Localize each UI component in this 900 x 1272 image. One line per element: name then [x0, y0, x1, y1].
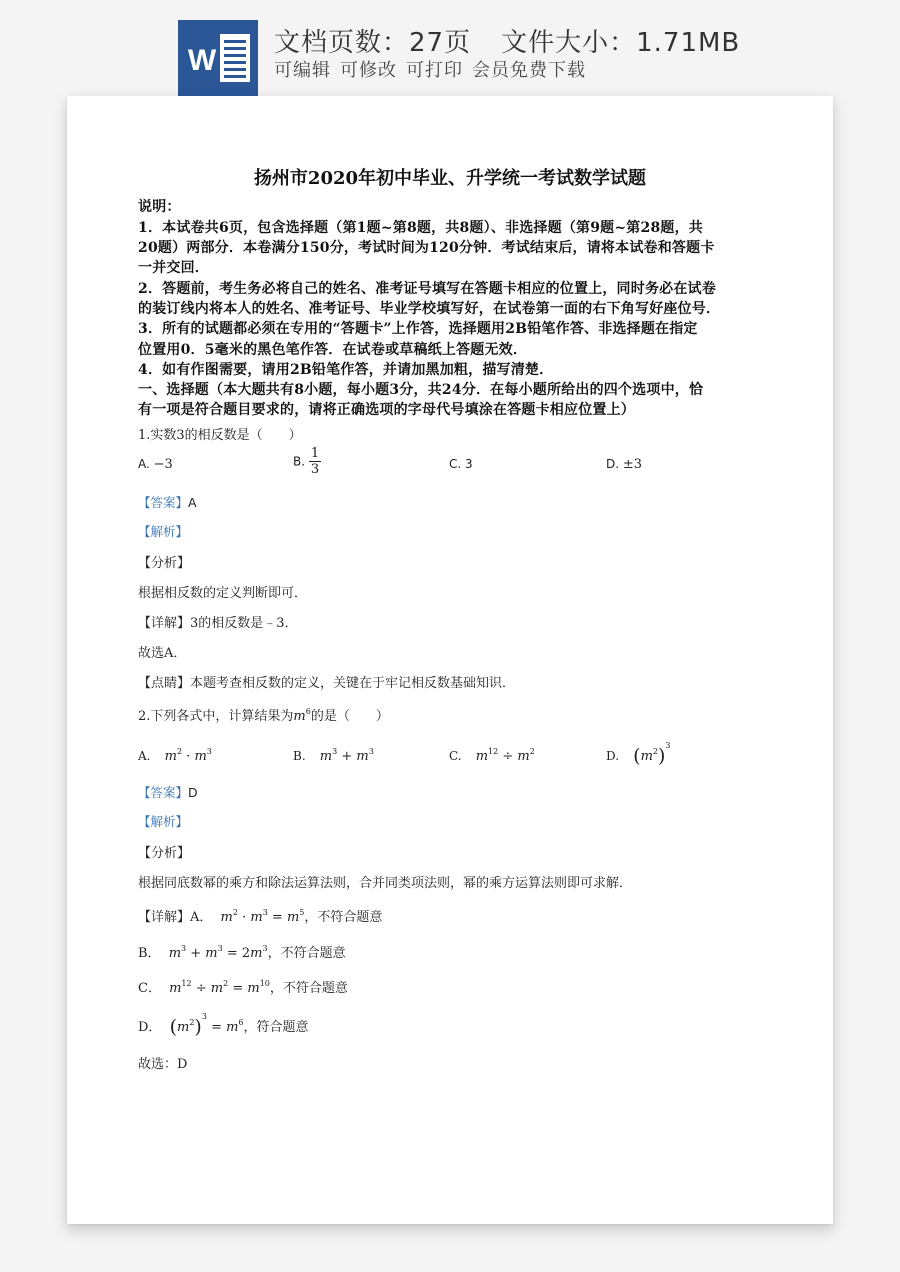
page-count: 文档页数：27页 — [274, 28, 472, 58]
q2-stem: 2.下列各式中，计算结果为$m^6$的是（ ） — [138, 707, 389, 724]
q2-detail-d: D． $(m^2)^3 = m^6$，符合题意 — [138, 1012, 309, 1038]
section-heading-1: 一、选择题（本大题共有8小题，每小题3分，共24分．在每小题所给出的四个选项中，恰 — [138, 382, 704, 398]
q1-option-d: D. ±3 — [606, 457, 643, 472]
q1-option-c: C. 3 — [449, 457, 473, 471]
q2-option-c: C. $m^{12} \div m^2$ — [449, 747, 535, 764]
q2-analysis-tag: 【解析】 — [138, 814, 189, 829]
q1-detail: 【详解】3的相反数是﹣3． — [138, 616, 298, 631]
q2-fenxi-tag: 【分析】 — [138, 846, 191, 861]
q1-option-a: A. −3 — [138, 457, 173, 472]
note-line-1: 1．本试卷共6页，包含选择题（第1题~第8题，共8题）、非选择题（第9题~第28题，共 — [138, 220, 703, 236]
q1-answer: 【答案】A — [138, 495, 197, 510]
note-line-6: 3．所有的试题都必须在专用的“答题卡”上作答，选择题用2B铅笔作答、非选择题在指定 — [138, 321, 698, 337]
document-page — [67, 96, 833, 1224]
note-line-4: 2．答题前，考生务必将自己的姓名、准考证号填写在答题卡相应的位置上，同时务必在试卷 — [138, 281, 716, 297]
q2-option-a: A. $m^2 \cdot m^3$ — [138, 747, 212, 764]
feature-printable: 可打印 — [406, 60, 463, 81]
file-size: 文件大小：1.71MB — [501, 28, 741, 58]
feature-member-download: 会员免费下载 — [472, 60, 586, 81]
q1-fenxi-tag: 【分析】 — [138, 556, 191, 571]
q1-comment: 【点睛】本题考查相反数的定义，关键在于牢记相反数基础知识． — [138, 676, 516, 691]
q2-option-b: B. $m^3 + m^3$ — [293, 747, 374, 764]
feature-list — [274, 56, 595, 82]
note-line-3: 一并交回． — [138, 260, 209, 276]
note-line-2: 20题）两部分．本卷满分150分，考试时间为120分钟．考试结束后，请将本试卷和答题卡 — [138, 240, 715, 256]
fraction-one-third: $\frac{1}{3}$ — [310, 446, 320, 477]
q1-fenxi-text: 根据相反数的定义判断即可． — [138, 586, 308, 601]
q2-detail-a: 【详解】A． $m^2 \cdot m^3 = m^5$，不符合题意 — [138, 908, 383, 925]
q2-answer: 【答案】D — [138, 785, 198, 800]
note-line-7: 位置用0．5毫米的黑色笔作答．在试卷或草稿纸上答题无效． — [138, 342, 528, 358]
note-heading: 说明： — [138, 199, 181, 215]
feature-modifiable: 可修改 — [340, 60, 397, 81]
word-doc-icon — [178, 20, 258, 96]
q2-detail-b: B． $m^3 + m^3 = 2m^3$，不符合题意 — [138, 944, 346, 961]
q2-detail-c: C． $m^{12} \div m^2 = m^{10}$，不符合题意 — [138, 979, 348, 996]
q2-fenxi-text: 根据同底数幂的乘方和除法运算法则，合并同类项法则，幂的乘方运算法则即可求解． — [138, 876, 633, 891]
feature-editable: 可编辑 — [274, 60, 331, 81]
download-banner — [0, 0, 900, 100]
q1-analysis-tag: 【解析】 — [138, 524, 189, 539]
q1-stem: 1.实数3的相反数是（ ） — [138, 428, 302, 443]
q2-choose: 故选：D — [138, 1057, 188, 1072]
section-heading-2: 有一项是符合题目要求的，请将正确选项的字母代号填涂在答题卡相应位置上） — [138, 402, 635, 418]
word-icon-letter: W — [187, 44, 217, 77]
q2-option-d: D. $(m^2)^3$ — [606, 741, 671, 767]
note-line-8: 4．如有作图需要，请用2B铅笔作答，并请加黑加粗，描写清楚． — [138, 362, 554, 378]
q1-choose: 故选A． — [138, 646, 187, 661]
doc-title: 扬州市2020年初中毕业、升学统一考试数学试题 — [253, 168, 647, 189]
note-line-5: 的装订线内将本人的姓名、准考证号、毕业学校填写好，在试卷第一面的右下角写好座位号． — [138, 301, 721, 317]
banner-title — [274, 22, 740, 59]
q1-option-b: B. $\frac{1}{3}$ — [293, 446, 320, 477]
